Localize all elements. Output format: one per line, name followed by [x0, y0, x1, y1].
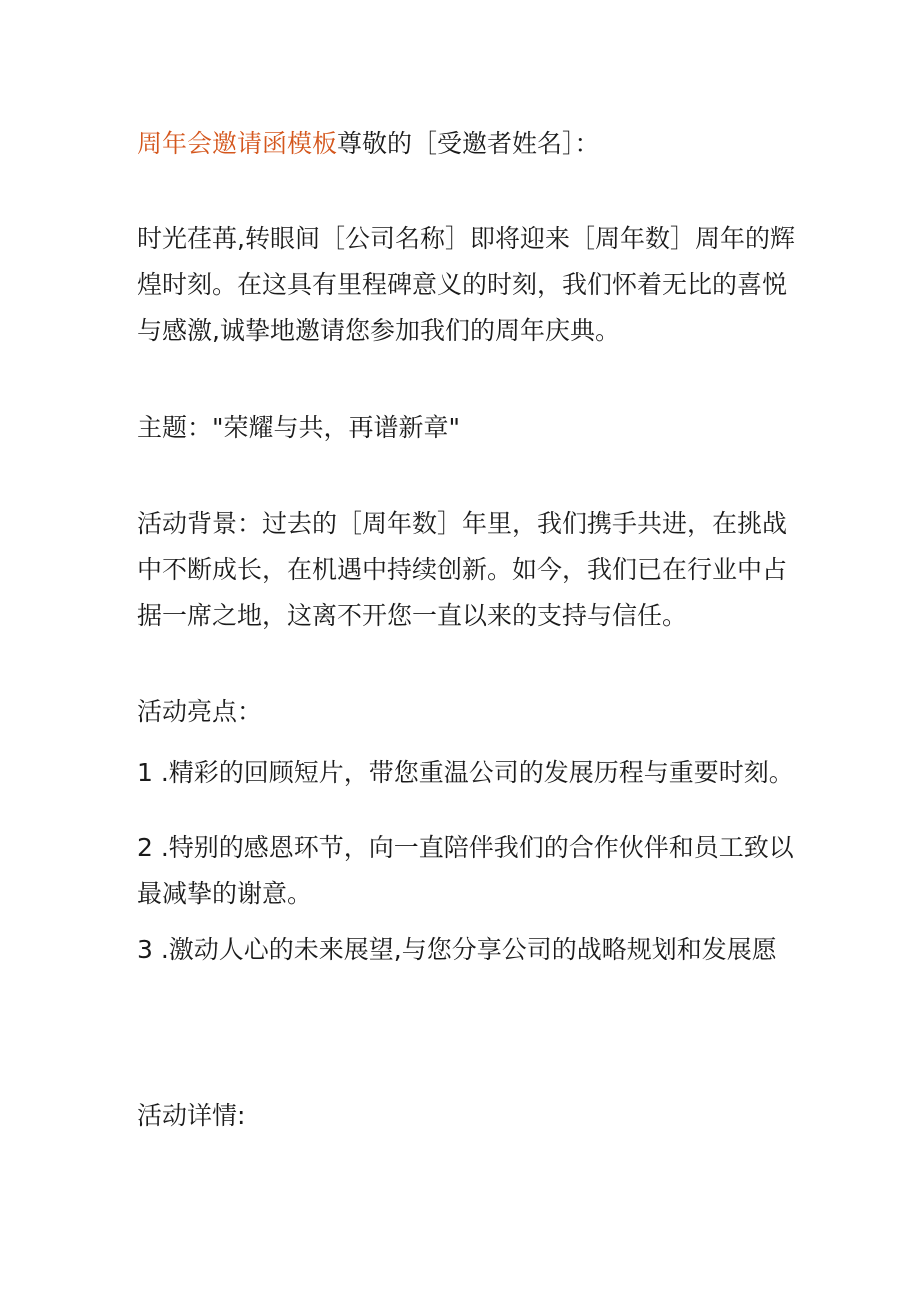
intro-line-1: 时光荏苒,转眼间［公司名称］即将迎来［周年数］周年的辉: [137, 224, 795, 253]
details-heading: 活动详情:: [137, 1101, 246, 1130]
highlights-heading: 活动亮点：: [137, 697, 263, 726]
intro-line-2: 煌时刻。在这具有里程碑意义的时刻，我们怀着无比的喜悦: [137, 270, 788, 299]
intro-line-3: 与感激,诚挚地邀请您参加我们的周年庆典。: [137, 316, 620, 345]
theme-line: 主题："荣耀与共，再谱新章": [137, 413, 460, 442]
highlight-item-1: 1 .精彩的回顾短片，带您重温公司的发展历程与重要时刻。: [137, 758, 794, 787]
document-title: 周年会邀请函模板: [137, 129, 338, 158]
background-line-1: 活动背景：过去的［周年数］年里，我们携手共进，在挑战: [137, 509, 788, 538]
salutation: 尊敬的［受邀者姓名］：: [337, 129, 600, 158]
highlight-item-3: 3 .激动人心的未来展望,与您分享公司的战略规划和发展愿: [137, 935, 777, 964]
highlight-item-2-line-2: 最减挚的谢意。: [137, 879, 313, 908]
title-line: [137, 127, 600, 161]
highlight-item-2-line-1: 2 .特别的感恩环节，向一直陪伴我们的合作伙伴和员工致以: [137, 833, 794, 862]
background-line-2: 中不断成长，在机遇中持续创新。如今，我们已在行业中占: [137, 555, 788, 584]
background-line-3: 据一席之地，这离不开您一直以来的支持与信任。: [137, 601, 688, 630]
